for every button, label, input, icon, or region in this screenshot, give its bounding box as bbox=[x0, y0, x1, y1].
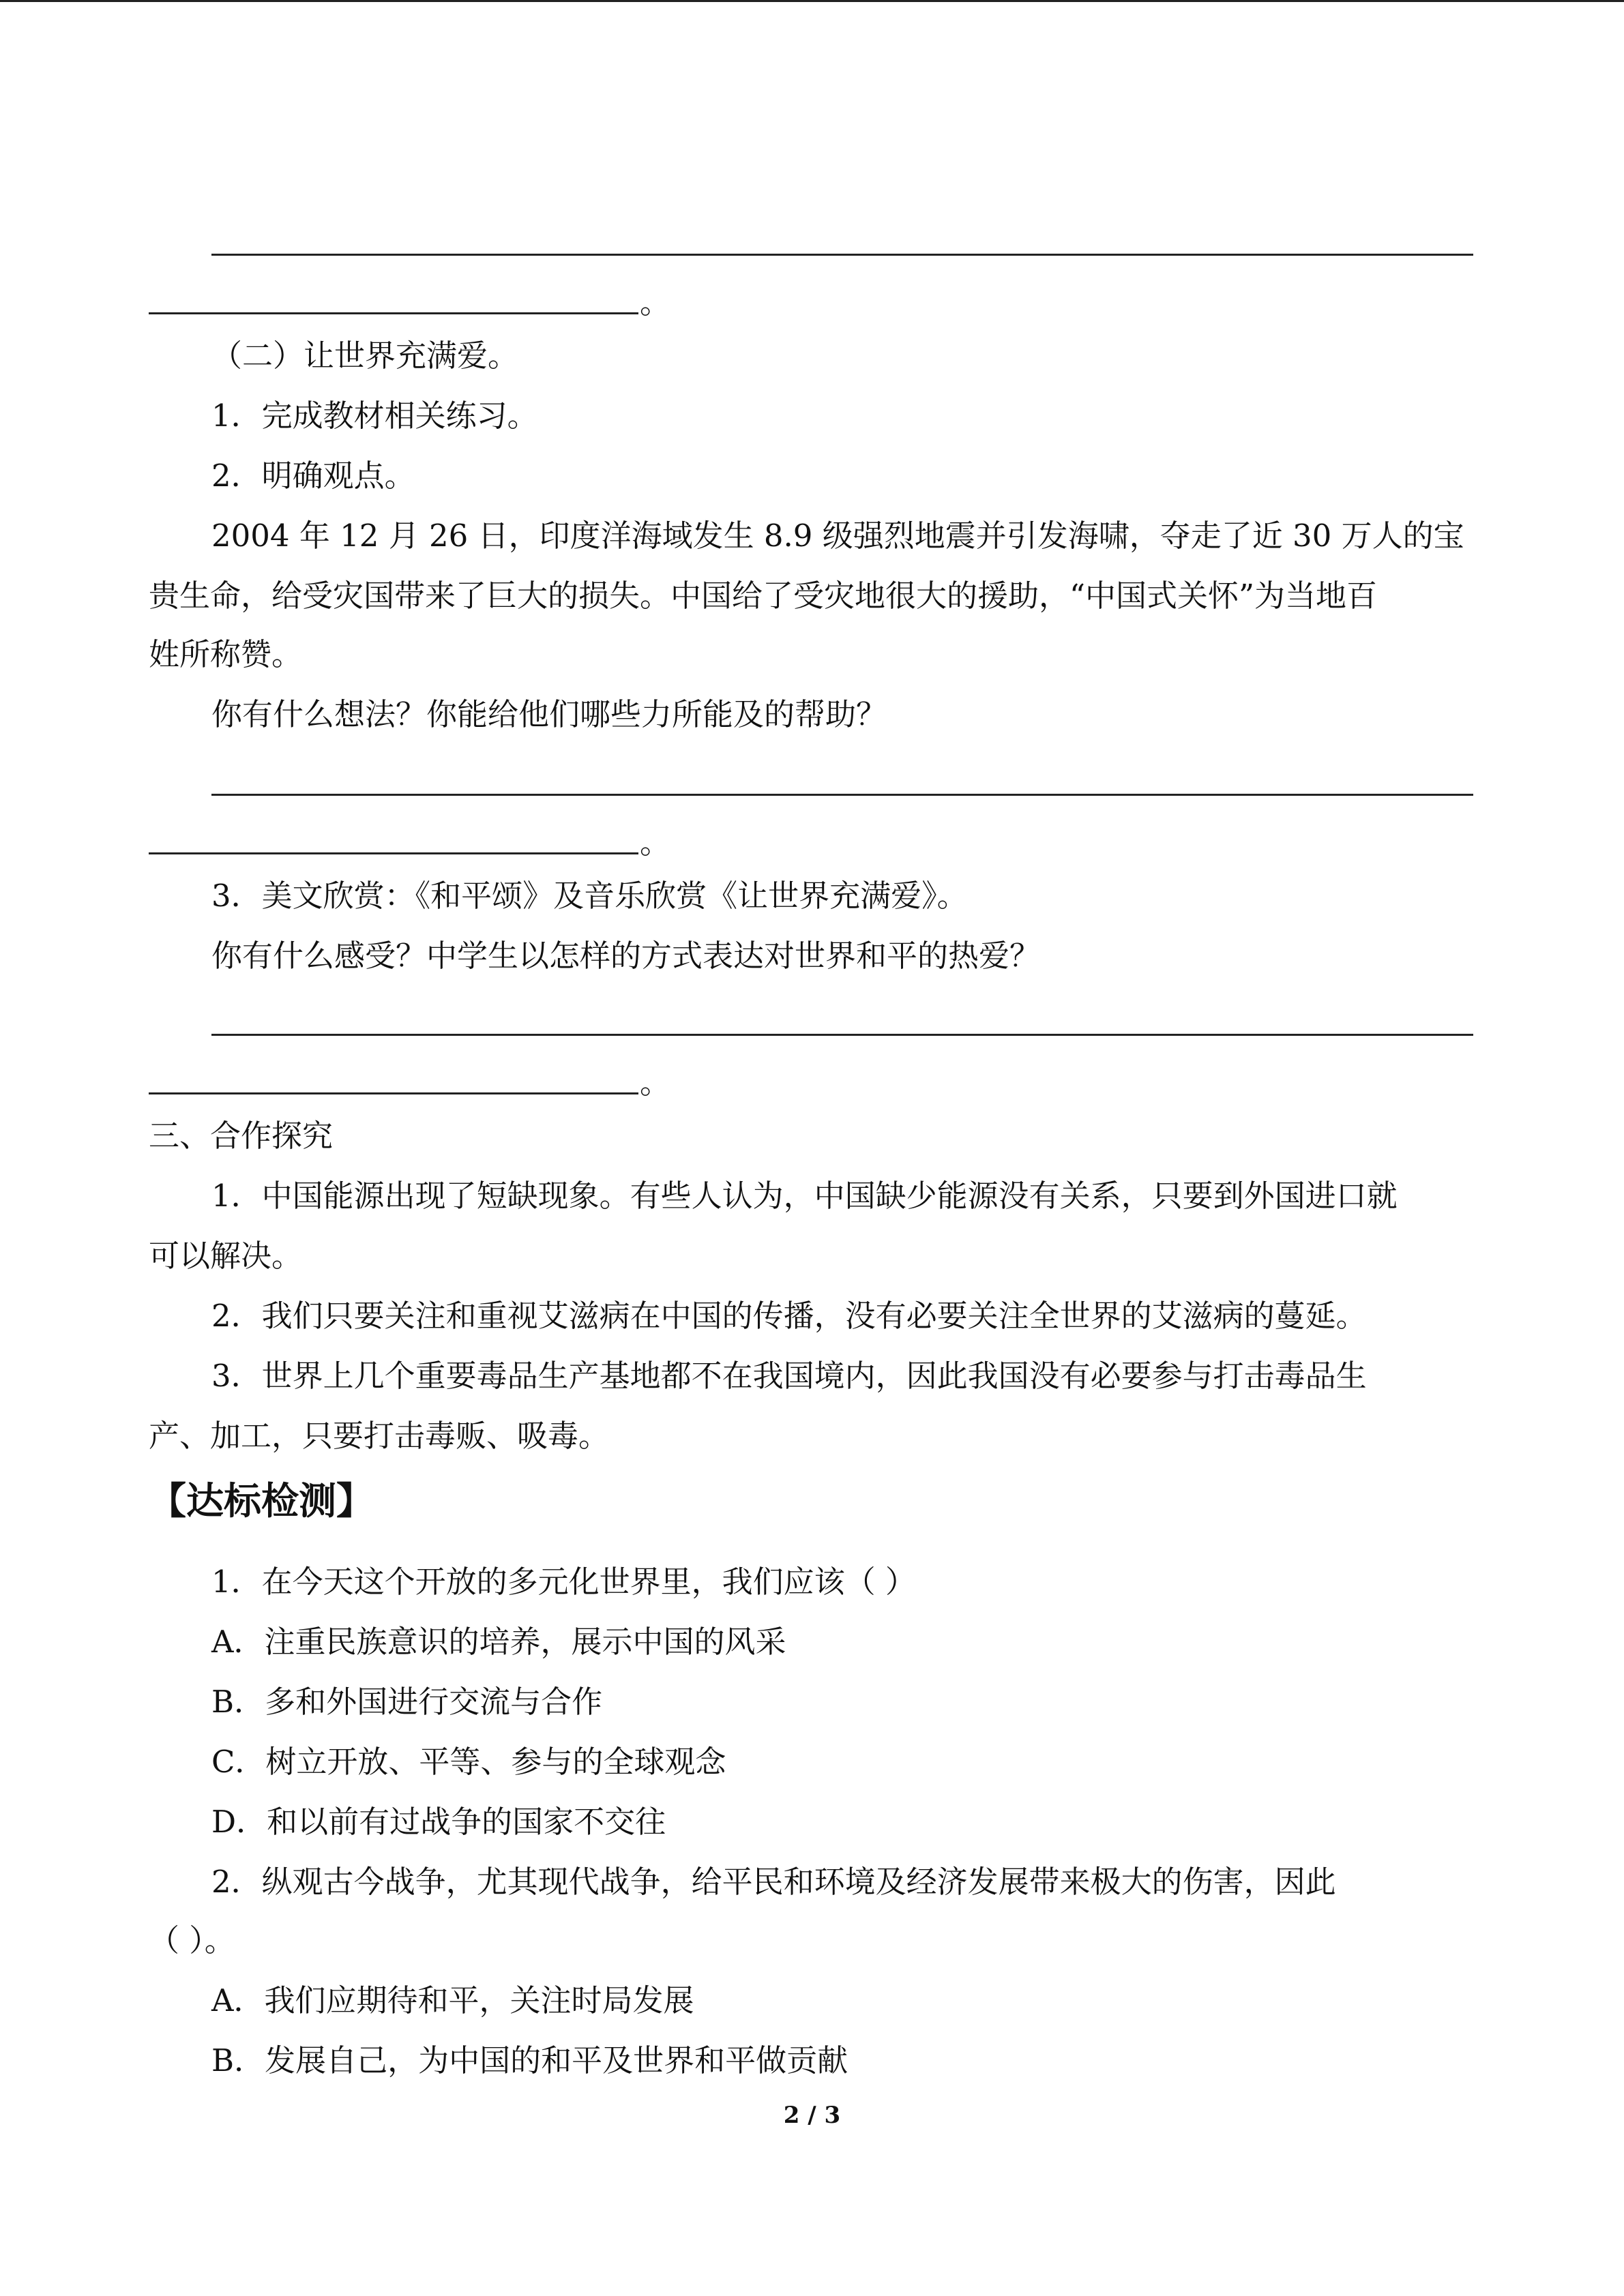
question-1-stem: 1．在今天这个开放的多元化世界里，我们应该（ ） bbox=[211, 1564, 916, 1600]
answer-end-mark: 。 bbox=[640, 284, 671, 320]
top-border bbox=[0, 0, 1624, 2]
question-2-stem: 2．纵观古今战争，尤其现代战争，给平民和环境及经济发展带来极大的伤害，因此 bbox=[211, 1864, 1336, 1900]
option-a: A．注重民族意识的培养，展示中国的风采 bbox=[211, 1624, 786, 1660]
option-d: D．和以前有过战争的国家不交往 bbox=[211, 1804, 666, 1840]
option-b: B．多和外国进行交流与合作 bbox=[211, 1684, 603, 1720]
section-three-item-1: 1．中国能源出现了短缺现象。有些人认为，中国缺少能源没有关系，只要到外国进口就 bbox=[211, 1178, 1398, 1214]
answer-line-long bbox=[211, 1034, 1473, 1036]
answer-line-long bbox=[211, 794, 1473, 796]
section-three-item-3-cont: 产、加工，只要打击毒贩、吸毒。 bbox=[149, 1418, 610, 1454]
assessment-heading: 【达标检测】 bbox=[149, 1479, 374, 1523]
section-two-item-2: 2．明确观点。 bbox=[211, 458, 415, 494]
option-c: C．树立开放、平等、参与的全球观念 bbox=[211, 1744, 726, 1780]
option-a: A．我们应期待和平，关注时局发展 bbox=[211, 1982, 694, 2018]
section-two-item-3: 3．美文欣赏：《和平颂》及音乐欣赏《让世界充满爱》。 bbox=[211, 878, 968, 914]
answer-end-mark: 。 bbox=[640, 1064, 671, 1101]
answer-line-short bbox=[149, 312, 638, 314]
question-2: 你有什么感受？中学生以怎样的方式表达对世界和平的热爱？ bbox=[211, 938, 1041, 974]
answer-line-short bbox=[149, 852, 638, 854]
answer-line-long bbox=[211, 254, 1473, 256]
answer-end-mark: 。 bbox=[640, 824, 671, 861]
passage-line: 姓所称赞。 bbox=[149, 636, 303, 672]
option-b: B．发展自己，为中国的和平及世界和平做贡献 bbox=[211, 2042, 848, 2078]
page-number: 2 / 3 bbox=[783, 2102, 841, 2129]
section-three-item-3: 3．世界上几个重要毒品生产基地都不在我国境内，因此我国没有必要参与打击毒品生 bbox=[211, 1358, 1367, 1394]
section-two-item-1: 1．完成教材相关练习。 bbox=[211, 398, 538, 434]
section-three-item-2: 2．我们只要关注和重视艾滋病在中国的传播，没有必要关注全世界的艾滋病的蔓延。 bbox=[211, 1298, 1367, 1334]
section-two-title: （二）让世界充满爱。 bbox=[211, 338, 519, 374]
question-1: 你有什么想法？你能给他们哪些力所能及的帮助？ bbox=[211, 696, 887, 732]
section-three-title: 三、合作探究 bbox=[149, 1118, 334, 1154]
passage-line: 2004 年 12 月 26 日，印度洋海域发生 8.9 级强烈地震并引发海啸，夺走了近 30 万人的宝 bbox=[211, 518, 1464, 554]
answer-line-short bbox=[149, 1092, 638, 1094]
question-2-stem-cont: （ ）。 bbox=[149, 1922, 235, 1958]
section-three-item-1-cont: 可以解决。 bbox=[149, 1238, 303, 1274]
passage-line: 贵生命，给受灾国带来了巨大的损失。中国给了受灾地很大的援助，“中国式关怀”为当地百 bbox=[149, 578, 1378, 614]
